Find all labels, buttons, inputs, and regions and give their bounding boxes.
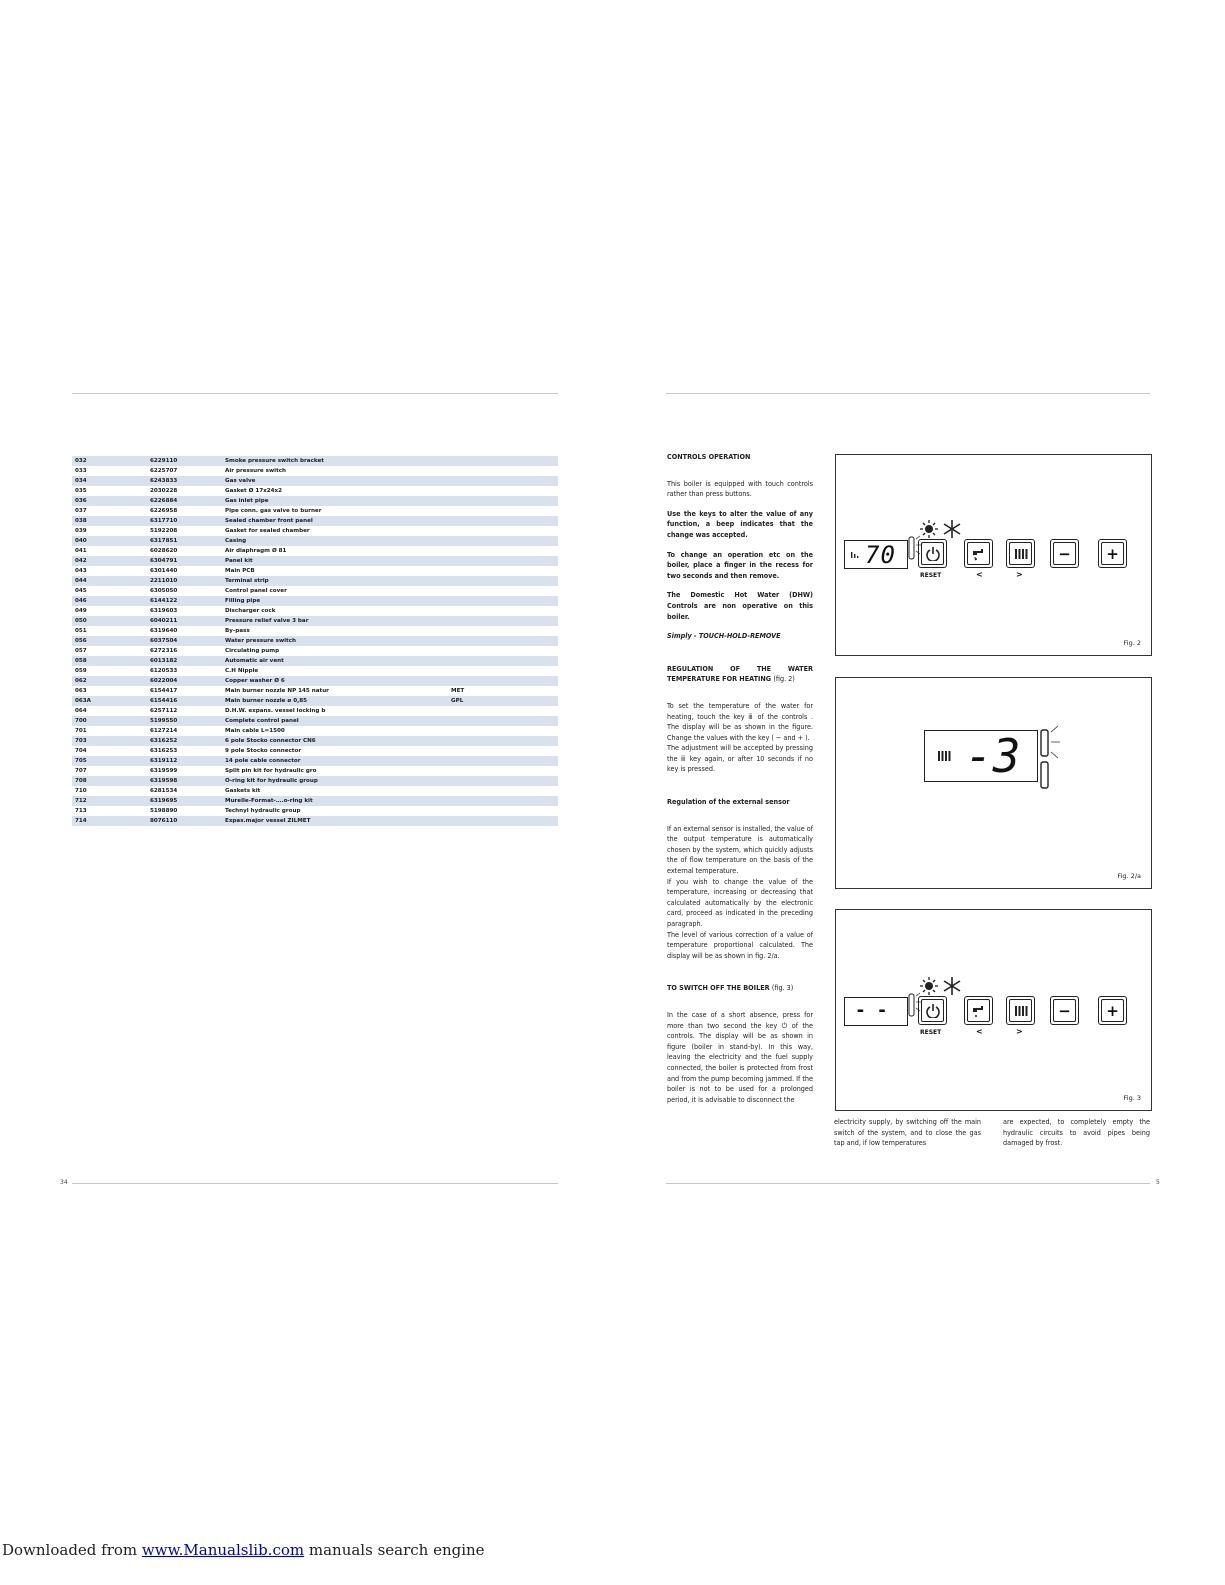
- part-position: 033: [75, 468, 87, 474]
- part-code: 8076110: [150, 818, 178, 824]
- figure-2-label: Fig. 2: [1123, 639, 1141, 647]
- plus-button[interactable]: +: [1098, 539, 1127, 568]
- lcd-display: [844, 540, 908, 569]
- part-position: 043: [75, 568, 87, 574]
- table-row: [72, 636, 558, 646]
- right-footer-rule: [666, 1183, 1150, 1184]
- part-description: Gas inlet pipe: [225, 498, 269, 504]
- part-code: 6319112: [150, 758, 178, 764]
- switch-off-heading: TO SWITCH OFF THE BOILER (fig. 3): [667, 983, 794, 993]
- reset-label: RESET: [920, 572, 942, 579]
- part-note: MET: [451, 688, 465, 694]
- part-description: Water pressure switch: [225, 638, 297, 644]
- table-row: [72, 696, 558, 706]
- part-position: 059: [75, 668, 87, 674]
- power-icon: [926, 547, 940, 561]
- continuation-text: [834, 1117, 981, 1149]
- part-position: 034: [75, 478, 87, 484]
- part-description: Panel kit: [225, 558, 253, 564]
- table-row: [72, 456, 558, 466]
- part-position: 707: [75, 768, 87, 774]
- table-row: [72, 536, 558, 546]
- part-code: 5192208: [150, 528, 178, 534]
- controls-text-column: [667, 452, 813, 1105]
- part-position: 046: [75, 598, 87, 604]
- figure-2a-label: Fig. 2/a: [1117, 872, 1141, 880]
- part-code: 6319598: [150, 778, 178, 784]
- part-description: Gas valve: [225, 478, 256, 484]
- radiator-icon: [937, 750, 951, 762]
- part-description: Control panel cover: [225, 588, 287, 594]
- part-code: 6022004: [150, 678, 178, 684]
- figure-2a-display: [835, 677, 1152, 889]
- table-row: [72, 776, 558, 786]
- part-code: 2211010: [150, 578, 178, 584]
- part-position: 705: [75, 758, 87, 764]
- part-description: Main PCB: [225, 568, 255, 574]
- part-position: 035: [75, 488, 87, 494]
- lcd-display-heating: [924, 730, 1038, 782]
- part-code: 6028620: [150, 548, 178, 554]
- part-description: Copper washer Ø 6: [225, 678, 285, 684]
- part-description: Pressure relief valve 3 bar: [225, 618, 309, 624]
- part-position: 057: [75, 648, 87, 654]
- table-row: [72, 766, 558, 776]
- part-position: 036: [75, 498, 87, 504]
- part-code: 6257112: [150, 708, 178, 714]
- part-code: 6319695: [150, 798, 178, 804]
- parts-table: [72, 456, 558, 826]
- part-description: Main burner nozzle ø 0,85: [225, 698, 308, 704]
- part-code: 6319599: [150, 768, 178, 774]
- part-code: 6304791: [150, 558, 178, 564]
- controls-heading: CONTROLS OPERATION: [667, 452, 751, 461]
- part-description: Expas.major vessel ZILMET: [225, 818, 311, 824]
- table-row: [72, 786, 558, 796]
- part-description: Gaskets kit: [225, 788, 261, 794]
- tap-icon: [971, 547, 987, 561]
- right-arrow-label: >: [1016, 570, 1023, 579]
- minus-button[interactable]: −: [1050, 996, 1079, 1025]
- part-code: 6281534: [150, 788, 178, 794]
- part-description: Automatic air vent: [225, 658, 284, 664]
- table-row: [72, 526, 558, 536]
- part-description: Casing: [225, 538, 247, 544]
- part-position: 056: [75, 638, 87, 644]
- part-code: 6120533: [150, 668, 178, 674]
- part-description: 9 pole Stocko connector: [225, 748, 302, 754]
- figure-3-standby: [835, 909, 1152, 1111]
- simply-paragraph: Simply - TOUCH-HOLD-REMOVE: [667, 631, 781, 641]
- dhw-tap-button[interactable]: [964, 996, 993, 1025]
- table-row: [72, 706, 558, 716]
- part-description: Pipe conn. gas valve to burner: [225, 508, 322, 514]
- part-code: 6037504: [150, 638, 178, 644]
- part-code: 6317710: [150, 518, 178, 524]
- table-row: [72, 626, 558, 636]
- radiator-icon: [1014, 548, 1028, 560]
- continuation-col-1: electricity supply, by switching off the main switch of the system, and to close the gas tap and, if low temperatures: [834, 1117, 981, 1148]
- part-description: Technyl hydraulic group: [225, 808, 301, 814]
- part-description: D.H.W. expans. vessel locking b: [225, 708, 326, 714]
- part-code: 5198890: [150, 808, 178, 814]
- dhw-tap-button[interactable]: [964, 539, 993, 568]
- table-row: [72, 566, 558, 576]
- regulation-fig-ref: (fig. 2): [773, 674, 795, 684]
- part-code: 6319640: [150, 628, 178, 634]
- regulation-heading: REGULATION OF THE WATER TEMPERATURE FOR HEATING (fig. 2): [667, 663, 813, 684]
- part-code: 6229110: [150, 458, 178, 464]
- table-row: [72, 586, 558, 596]
- table-row: [72, 756, 558, 766]
- part-description: 14 pole cable connector: [225, 758, 301, 764]
- part-description: Terminal strip: [225, 578, 269, 584]
- table-row: [72, 476, 558, 486]
- part-position: 040: [75, 538, 87, 544]
- left-arrow-label: <: [976, 570, 983, 579]
- part-code: 6317851: [150, 538, 178, 544]
- table-row: [72, 796, 558, 806]
- change-paragraph: To change an operation etc on the boiler, place a finger in the recess for two seconds and then remove.: [667, 549, 813, 580]
- download-suffix: manuals search engine: [304, 1541, 485, 1559]
- heating-radiator-button[interactable]: [1006, 539, 1035, 568]
- table-row: [72, 746, 558, 756]
- part-code: 6319603: [150, 608, 178, 614]
- table-row: [72, 816, 558, 826]
- part-description: O-ring kit for hydraulic group: [225, 778, 318, 784]
- left-arrow-label: <: [976, 1027, 983, 1036]
- part-position: 039: [75, 528, 87, 534]
- part-description: Discharger cock: [225, 608, 276, 614]
- part-description: Air diaphragm Ø 81: [225, 548, 287, 554]
- external-sensor-heading: Regulation of the external sensor: [667, 797, 790, 807]
- part-description: Split pin kit for hydraulic gro: [225, 768, 317, 774]
- part-code: 6301440: [150, 568, 178, 574]
- part-position: 038: [75, 518, 87, 524]
- part-position: 063A: [75, 698, 92, 704]
- part-code: 6226958: [150, 508, 178, 514]
- figure-3-label: Fig. 3: [1123, 1094, 1141, 1102]
- part-description: Sealed chamber front panel: [225, 518, 313, 524]
- part-code: 2030228: [150, 488, 178, 494]
- download-footer: [2, 1541, 485, 1559]
- part-code: 6127214: [150, 728, 178, 734]
- part-description: By-pass: [225, 628, 250, 634]
- right-arrow-label: >: [1016, 1027, 1023, 1036]
- part-position: 701: [75, 728, 87, 734]
- dhw-paragraph: The Domestic Hot Water (DHW) Controls are non operative on this boiler.: [667, 590, 813, 621]
- part-description: Smoke pressure switch bracket: [225, 458, 324, 464]
- table-row: [72, 676, 558, 686]
- sun-snowflake-icon: [920, 976, 964, 996]
- intro-paragraph: This boiler is equipped with touch controls rather than press buttons.: [667, 478, 813, 499]
- table-row: [72, 486, 558, 496]
- manualslib-link[interactable]: www.Manualslib.com: [141, 1541, 305, 1559]
- part-position: 050: [75, 618, 87, 624]
- part-position: 064: [75, 708, 87, 714]
- switch-off-fig-ref: (fig. 3): [771, 983, 794, 993]
- table-row: [72, 546, 558, 556]
- lcd-temperature-value: 70: [865, 541, 896, 569]
- part-code: 6040211: [150, 618, 178, 624]
- part-code: 6013182: [150, 658, 178, 664]
- figure-2-control-panel: [835, 454, 1152, 656]
- continuation-col-2: are expected, to completely empty the hydraulic circuits to avoid pipes being damaged by frost.: [1003, 1117, 1150, 1148]
- table-row: [72, 646, 558, 656]
- table-row: [72, 686, 558, 696]
- table-row: [72, 606, 558, 616]
- part-position: 062: [75, 678, 87, 684]
- radiator-icon: [1014, 1005, 1028, 1017]
- part-code: 6226884: [150, 498, 178, 504]
- part-position: 713: [75, 808, 87, 814]
- part-position: 032: [75, 458, 87, 464]
- tap-icon: [971, 1004, 987, 1018]
- lcd-display-standby: [844, 997, 908, 1026]
- lcd-correction-value: -3: [965, 729, 1021, 783]
- left-header-rule: [72, 393, 558, 394]
- part-position: 704: [75, 748, 87, 754]
- correction-paragraph: The level of various correction of a value of temperature proportional calculated. The display will be as shown in fig. 2/a.: [667, 929, 813, 960]
- part-description: Gasket Ø 17x24x2: [225, 488, 283, 494]
- sun-snowflake-icon: [920, 519, 964, 539]
- power-reset-button[interactable]: [918, 996, 947, 1025]
- part-position: 058: [75, 658, 87, 664]
- plus-button[interactable]: +: [1098, 996, 1127, 1025]
- part-description: Gasket for sealed chamber: [225, 528, 310, 534]
- right-header-rule: [666, 393, 1150, 394]
- part-position: 042: [75, 558, 87, 564]
- table-row: [72, 806, 558, 816]
- part-code: 6305050: [150, 588, 178, 594]
- continuation-text-2: [1003, 1117, 1150, 1149]
- table-row: [72, 496, 558, 506]
- part-position: 041: [75, 548, 87, 554]
- part-code: 6144122: [150, 598, 178, 604]
- heating-radiator-button[interactable]: [1006, 996, 1035, 1025]
- table-row: [72, 576, 558, 586]
- table-row: [72, 656, 558, 666]
- reset-label: RESET: [920, 1029, 942, 1036]
- keys-paragraph: Use the keys to alter the value of any function, a beep indicates that the change was accepted.: [667, 508, 813, 539]
- part-position: 051: [75, 628, 87, 634]
- external-sensor-paragraph: If an external sensor is installed, the value of the output temperature is automatically chosen by the system, which quickly adjusts the of flow temperature on the basis of the external temperature.: [667, 823, 813, 876]
- part-position: 712: [75, 798, 87, 804]
- part-position: 708: [75, 778, 87, 784]
- part-description: Main cable L=1500: [225, 728, 285, 734]
- part-description: Circulating pump: [225, 648, 280, 654]
- part-position: 037: [75, 508, 87, 514]
- table-row: [72, 516, 558, 526]
- part-code: 6272316: [150, 648, 178, 654]
- left-page-number: 34: [60, 1179, 68, 1186]
- part-position: 703: [75, 738, 87, 744]
- table-row: [72, 506, 558, 516]
- part-position: 049: [75, 608, 87, 614]
- part-description: Main burner nozzle NP 145 natur: [225, 688, 329, 694]
- part-position: 714: [75, 818, 87, 824]
- temperature-scale-icon: [849, 544, 863, 566]
- part-position: 044: [75, 578, 87, 584]
- status-led-icon: [1038, 720, 1068, 800]
- part-description: Filling pipe: [225, 598, 261, 604]
- part-code: 5199550: [150, 718, 178, 724]
- left-footer-rule: [72, 1183, 558, 1184]
- change-value-paragraph: If you wish to change the value of the temperature, increasing or decreasing that calculated automatically by the electronic card, proceed as indicated in the preceding paragraph.: [667, 876, 813, 928]
- part-position: 700: [75, 718, 87, 724]
- part-description: Air pressure switch: [225, 468, 287, 474]
- part-code: 6316253: [150, 748, 178, 754]
- part-description: Complete control panel: [225, 718, 299, 724]
- part-note: GPL: [451, 698, 464, 704]
- part-code: 6225707: [150, 468, 178, 474]
- adjustment-paragraph: The adjustment will be accepted by pressing the ⅲ key again, or after 10 seconds if no key is pressed.: [667, 743, 813, 774]
- part-code: 6154417: [150, 688, 178, 694]
- part-description: Murelle-Format-….o-ring kit: [225, 798, 313, 804]
- part-code: 6154416: [150, 698, 178, 704]
- table-row: [72, 466, 558, 476]
- part-position: 710: [75, 788, 87, 794]
- part-code: 6243833: [150, 478, 178, 484]
- table-row: [72, 616, 558, 626]
- table-row: [72, 716, 558, 726]
- table-row: [72, 596, 558, 606]
- power-reset-button[interactable]: [918, 539, 947, 568]
- lcd-standby-value: - -: [855, 1000, 888, 1021]
- part-description: 6 pole Stocko connector CN6: [225, 738, 316, 744]
- regulation-paragraph: To set the temperature of the water for heating, touch the key ⅲ of the controls . The display will be as shown in the figure. Change the values with the key ( − and + ).: [667, 700, 813, 742]
- table-row: [72, 666, 558, 676]
- part-position: 063: [75, 688, 87, 694]
- table-row: [72, 726, 558, 736]
- part-code: 6316252: [150, 738, 178, 744]
- minus-button[interactable]: −: [1050, 539, 1079, 568]
- part-position: 045: [75, 588, 87, 594]
- power-icon: [926, 1004, 940, 1018]
- right-page-number: 5: [1156, 1179, 1160, 1186]
- table-row: [72, 736, 558, 746]
- part-description: C.H Nipple: [225, 668, 259, 674]
- switch-off-paragraph: In the case of a short absence, press for more than two second the key ⏻ of the controls. The display will be as shown in figure (boiler in stand-by). In this way, leaving the electricity and the fuel supply connected, the boiler is protected from frost and from the pump becoming jammed. If the boiler is not to be used for a prolonged period, it is advisable to disconnect the: [667, 1009, 813, 1104]
- table-row: [72, 556, 558, 566]
- download-prefix: Downloaded from: [2, 1541, 142, 1559]
